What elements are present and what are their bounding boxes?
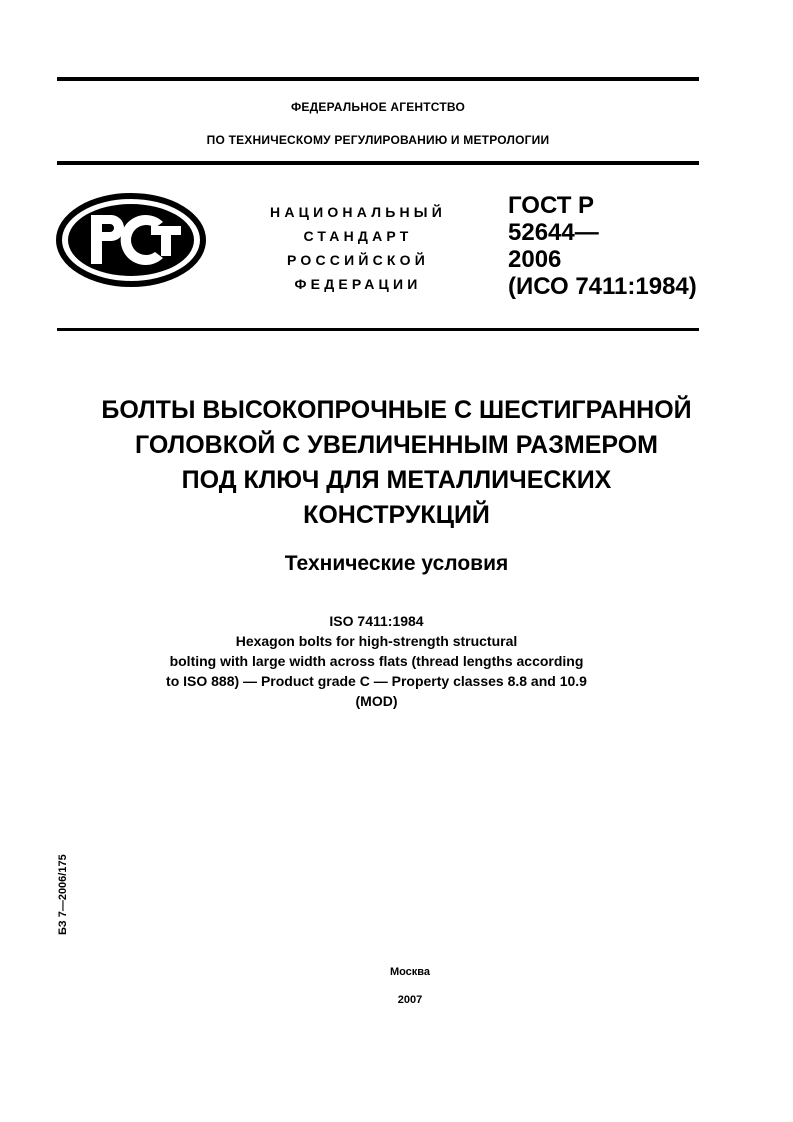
designation-line2: 52644— <box>508 219 599 246</box>
rst-certification-mark-icon <box>55 192 207 288</box>
designation-line3: 2006 <box>508 246 562 273</box>
standard-designation <box>508 192 697 300</box>
document-subtitle: Технические условия <box>284 552 509 575</box>
title-line2: ГОЛОВКОЙ С УВЕЛИЧЕННЫМ РАЗМЕРОМ <box>134 431 659 459</box>
iso-line1: ISO 7411:1984 <box>329 613 424 629</box>
header-divider <box>57 161 699 165</box>
publication-year: 2007 <box>397 994 423 1006</box>
agency-name-line2: ПО ТЕХНИЧЕСКОМУ РЕГУЛИРОВАНИЮ И МЕТРОЛОГИИ <box>206 133 550 147</box>
designation-divider <box>57 328 699 331</box>
iso-line5: (MOD) <box>355 693 398 709</box>
document-title <box>40 393 753 533</box>
designation-line1: ГОСТ Р <box>508 192 595 219</box>
publication-city: Москва <box>389 966 431 978</box>
iso-reference <box>100 611 653 711</box>
agency-name-line1: ФЕДЕРАЛЬНОЕ АГЕНТСТВО <box>290 100 465 114</box>
standard-type-line1: НАЦИОНАЛЬНЫЙ <box>270 204 446 220</box>
designation-line4: (ИСО 7411:1984) <box>508 273 697 300</box>
standard-type-line4: ФЕДЕРАЦИИ <box>294 276 422 292</box>
publication-code: БЗ 7—2006/175 <box>57 854 69 935</box>
iso-line2: Hexagon bolts for high-strength structural <box>235 633 518 649</box>
iso-line3: bolting with large width across flats (thread lengths according <box>169 653 584 669</box>
title-line4: КОНСТРУКЦИЙ <box>303 501 490 529</box>
top-rule <box>57 77 699 81</box>
title-line1: БОЛТЫ ВЫСОКОПРОЧНЫЕ С ШЕСТИГРАННОЙ <box>101 396 692 424</box>
iso-line4: to ISO 888) — Product grade C — Property classes 8.8 and 10.9 <box>166 673 587 689</box>
standard-type-line2: СТАНДАРТ <box>303 228 413 244</box>
standard-type-line3: РОССИЙСКОЙ <box>287 252 429 268</box>
title-line3: ПОД КЛЮЧ ДЛЯ МЕТАЛЛИЧЕСКИХ <box>181 466 612 494</box>
